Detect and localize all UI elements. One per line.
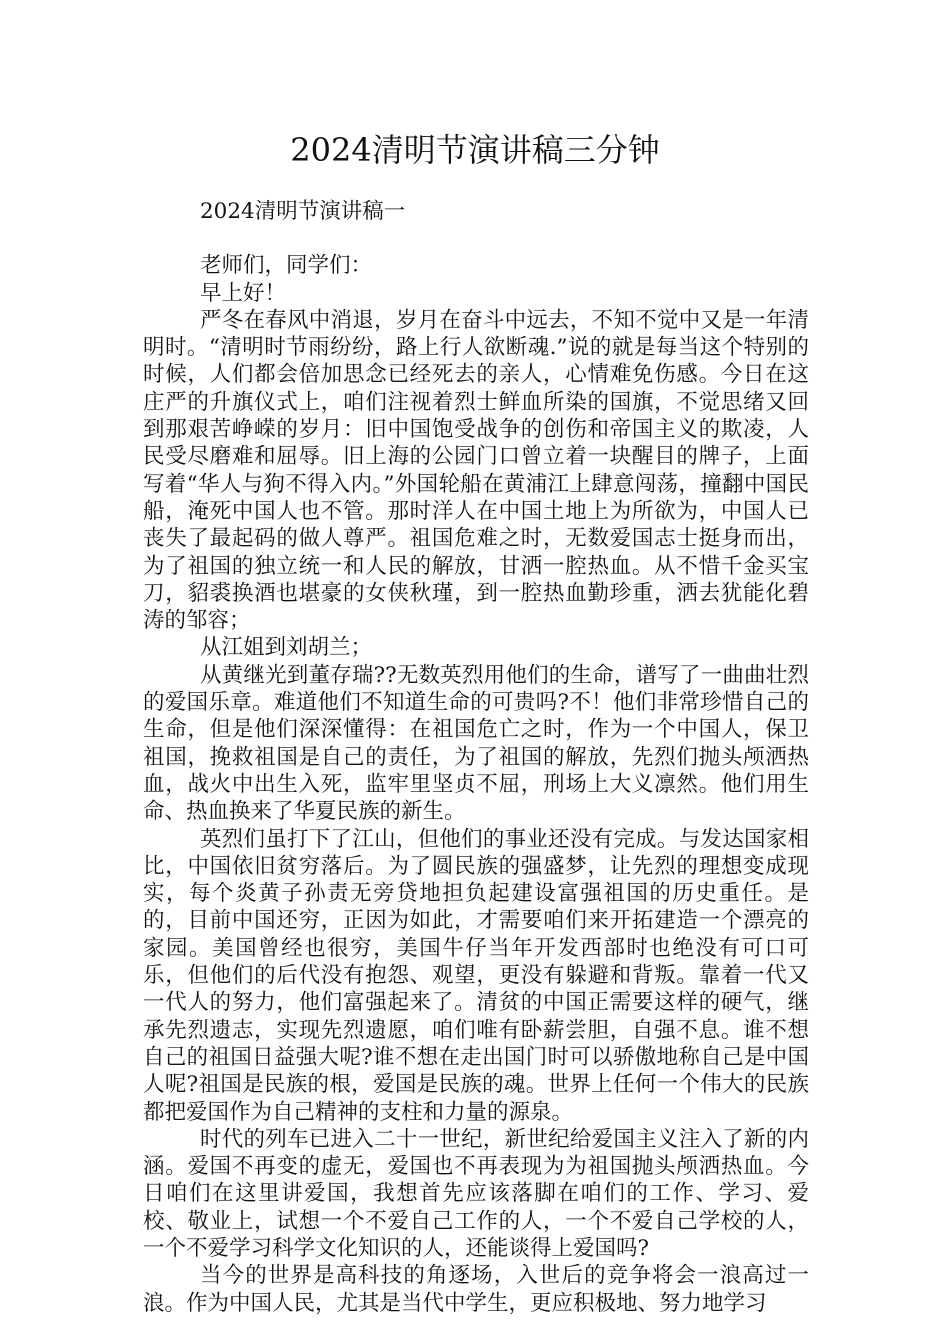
greeting-paragraph: 早上好！ [200,280,287,306]
salutation-paragraph: 老师们，同学们： [200,253,373,279]
document-body [143,198,809,1317]
body-paragraph: 当今的世界是高科技的角逐场，入世后的竞争将会一浪高过一浪。作为中国人民，尤其是当代中学生，更应积极地、努力地学习 [143,1263,809,1316]
body-paragraph: 时代的列车已进入二十一世纪，新世纪给爱国主义注入了新的内涵。爱国不再变的虚无，爱国也不再表现为为祖国抛头颅洒热血。今日咱们在这里讲爱国，我想首先应该落脚在咱们的工作、学习、爱校、敬业上，试想一个不爱自己工作的人，一个不爱自己学校的人，一个不爱学习科学文化知识的人，还能谈得上爱国吗? [143,1126,809,1261]
body-paragraph: 英烈们虽打下了江山，但他们的事业还没有完成。与发达国家相比，中国依旧贫穷落后。为了圆民族的强盛梦，让先烈的理想变成现实，每个炎黄子孙责无旁贷地担负起建设富强祖国的历史重任。是的，目前中国还穷，正因为如此，才需要咱们来开拓建造一个漂亮的家园。美国曾经也很穷，美国牛仔当年开发西部时也绝没有可口可乐，但他们的后代没有抱怨、观望，更没有躲避和背叛。靠着一代又一代人的努力，他们富强起来了。清贫的中国正需要这样的硬气，继承先烈遗志，实现先烈遗愿，咱们唯有卧薪尝胆，自强不息。谁不想自己的祖国日益强大呢?谁不想在走出国门时可以骄傲地称自己是中国人呢?祖国是民族的根，爱国是民族的魂。世界上任何一个伟大的民族都把爱国作为自己精神的支柱和力量的源泉。 [143,826,809,1125]
body-paragraph: 严冬在春风中消退，岁月在奋斗中远去，不知不觉中又是一年清明时。“清明时节雨纷纷，路上行人欲断魂.”说的就是每当这个特别的时候，人们都会倍加思念已经死去的亲人，心情难免伤感。今日在这庄严的升旗仪式上，咱们注视着烈士鲜血所染的国旗，不觉思绪又回到那艰苦峥嵘的岁月：旧中国饱受战争的创伤和帝国主义的欺凌，人民受尽磨难和屈辱。旧上海的公园门口曾立着一块醒目的牌子，上面写着“华人与狗不得入内。”外国轮船在黄浦江上肆意闯荡，撞翻中国民船，淹死中国人也不管。那时洋人在中国土地上为所欲为，中国人已丧失了最起码的做人尊严。祖国危难之时，无数爱国志士挺身而出，为了祖国的独立统一和人民的解放，甘洒一腔热血。从不惜千金买宝刀，貂裘换酒也堪豪的女侠秋瑾，到一腔热血勤珍重，洒去犹能化碧涛的邹容； [143,307,809,634]
body-paragraph: 从江姐到刘胡兰； [200,635,373,661]
section-heading: 2024清明节演讲稿一 [200,199,406,224]
document-title: 2024清明节演讲稿三分钟 [290,131,660,169]
body-paragraph: 从黄继光到董存瑞??无数英烈用他们的生命，谱写了一曲曲壮烈的爱国乐章。难道他们不知道生命的可贵吗?不！他们非常珍惜自己的生命，但是他们深深懂得：在祖国危亡之时，作为一个中国人，保卫祖国，挽救祖国是自己的责任，为了祖国的解放，先烈们抛头颅洒热血，战火中出生入死，监牢里坚贞不屈，刑场上大义凛然。他们用生命、热血换来了华夏民族的新生。 [143,662,809,825]
